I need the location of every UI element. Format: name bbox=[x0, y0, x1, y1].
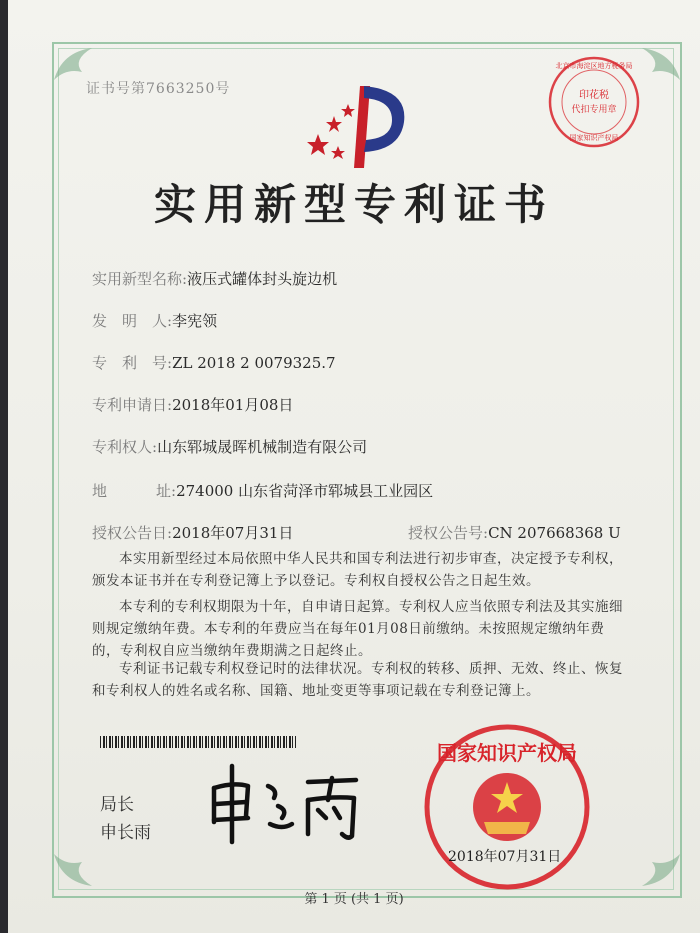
patent-number-label: 专 利 号: bbox=[92, 354, 173, 372]
svg-text:国家知识产权局: 国家知识产权局 bbox=[569, 135, 619, 142]
inventor-label: 发 明 人: bbox=[92, 312, 173, 330]
utility-model-name-label: 实用新型名称: bbox=[92, 270, 188, 288]
barcode bbox=[100, 736, 296, 748]
signature-name: 申长雨 bbox=[100, 823, 151, 843]
field-address bbox=[92, 480, 433, 501]
patentee-label: 专利权人: bbox=[92, 438, 158, 456]
tax-stamp bbox=[546, 54, 642, 150]
page-footer: 第 1 页 (共 1 页) bbox=[304, 892, 404, 907]
svg-text:代扣专用章: 代扣专用章 bbox=[571, 104, 617, 114]
address-value: 274000 山东省菏泽市郓城县工业园区 bbox=[176, 482, 434, 500]
address-label-first: 地 bbox=[92, 482, 108, 500]
field-patent-number bbox=[92, 352, 336, 373]
certificate-sheet bbox=[8, 0, 700, 933]
cnipa-logo-icon bbox=[298, 80, 418, 170]
address-label-second: 址: bbox=[156, 482, 177, 500]
official-seal bbox=[422, 722, 592, 892]
filing-date-value: 2018年01月08日 bbox=[172, 396, 294, 414]
utility-model-name-value: 液压式罐体封头旋边机 bbox=[187, 270, 338, 288]
patent-number-value: ZL 2018 2 0079325.7 bbox=[172, 354, 336, 372]
corner-ornament-bottom-right bbox=[614, 852, 684, 892]
field-inventor bbox=[92, 310, 217, 331]
certificate-number: 证书号第7663250号 bbox=[86, 81, 231, 97]
signature-role: 局长 bbox=[100, 795, 134, 815]
seal-text: 国家知识产权局 bbox=[437, 743, 577, 765]
field-filing-date bbox=[92, 394, 293, 415]
seal-date: 2018年07月31日 bbox=[448, 849, 562, 865]
svg-text:北京市海淀区地方税务局: 北京市海淀区地方税务局 bbox=[555, 63, 633, 70]
handwritten-signature bbox=[204, 760, 374, 844]
corner-ornament-bottom-left bbox=[52, 852, 122, 892]
patentee-value: 山东郓城晟晖机械制造有限公司 bbox=[157, 438, 368, 456]
field-grant-number bbox=[408, 522, 621, 543]
body-paragraph-3: 专利证书记载专利权登记时的法律状况。专利权的转移、质押、无效、终止、恢复和专利权人的姓名或名称、国籍、地址变更等事项记载在专利登记簿上。 bbox=[92, 661, 623, 699]
grant-number-value: CN 207668368 U bbox=[488, 524, 621, 542]
inventor-value: 李宪领 bbox=[172, 312, 218, 330]
grant-date-value: 2018年07月31日 bbox=[172, 524, 294, 542]
filing-date-label: 专利申请日: bbox=[92, 396, 173, 414]
grant-number-label: 授权公告号: bbox=[408, 524, 489, 542]
body-paragraph-1: 本实用新型经过本局依照中华人民共和国专利法进行初步审查，决定授予专利权，颁发本证书并在专利登记簿上予以登记。专利权自授权公告之日起生效。 bbox=[92, 551, 623, 589]
field-patentee bbox=[92, 436, 367, 457]
field-grant-date bbox=[92, 522, 293, 543]
field-utility-model-name bbox=[92, 268, 337, 289]
svg-text:印花税: 印花税 bbox=[579, 90, 609, 101]
grant-date-label: 授权公告日: bbox=[92, 524, 173, 542]
corner-ornament-top-left bbox=[52, 42, 122, 82]
certificate-title: 实用新型专利证书 bbox=[153, 180, 554, 229]
body-paragraph-2: 本专利的专利权期限为十年，自申请日起算。专利权人应当依照专利法及其实施细则规定缴纳年费。本专利的年费应当在每年01月08日前缴纳。未按照规定缴纳年费的，专利权自应当缴纳年费期满之日起终止。 bbox=[92, 599, 623, 659]
